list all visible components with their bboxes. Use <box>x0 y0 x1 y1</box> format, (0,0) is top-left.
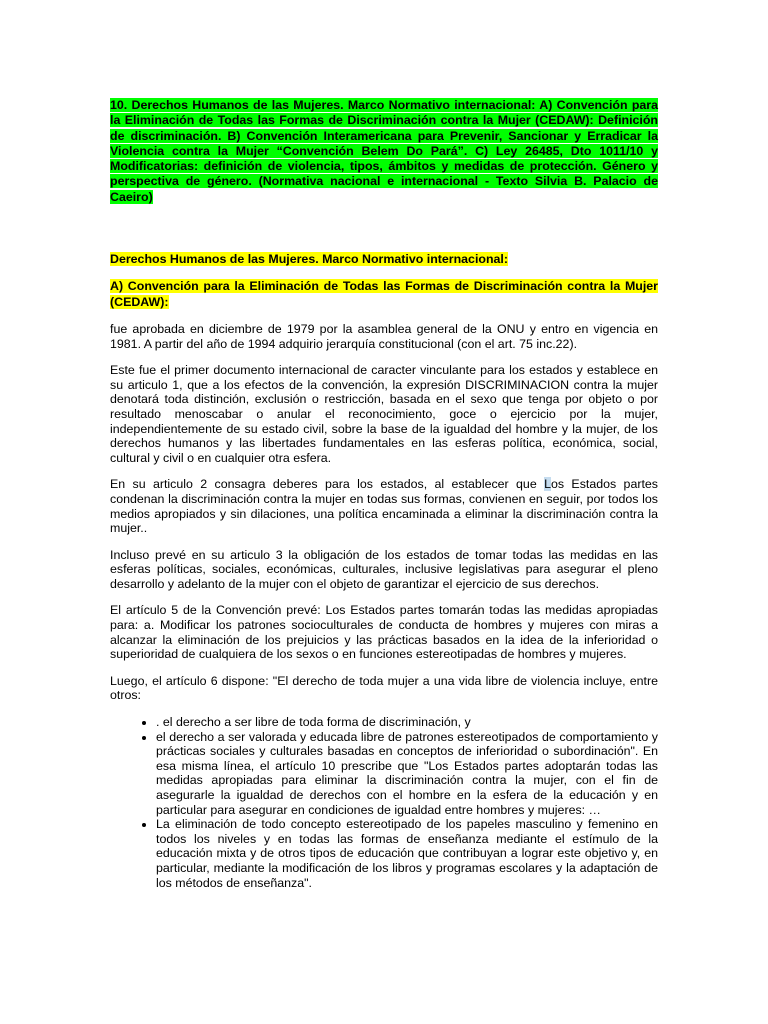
subsection-heading-highlight: A) Convención para la Eliminación de Todas las Formas de Discriminación contra la Mujer (CEDAW): <box>110 279 658 309</box>
spacer <box>110 267 658 279</box>
paragraph-article-1: Este fue el primer documento internacional de caracter vinculante para los estados y establece en su articulo 1, que a los efectos de la convención, la expresión DISCRIMINACION contra la mujer denotará toda distinción, exclusión o restricción, basada en el sexo que tenga por objeto o por resultado menoscabar o anular el reconocimiento, goce o ejercicio por la mujer, independientemente de su estado civil, sobre la base de la igualdad del hombre y la mujer, de los derechos humanos y las libertades fundamentales en las esferas política, económica, social, cultural y civil o en cualquier otra esfera. <box>110 363 658 465</box>
paragraph-article-2-start: En su articulo 2 consagra deberes para los estados, al establecer que <box>110 477 545 492</box>
title-highlight: 10. Derechos Humanos de las Mujeres. Marco Normativo internacional: A) Convención para la Eliminación de Todas las Formas de Discriminación contra la Mujer (CEDAW): Definición de discriminación. B) Convención Interamericana para Prevenir, Sancionar y Erradicar la Violencia contra la Mujer “Convención Belem Do Pará”. C) Ley 26485, Dto 1011/10 y Modificatorias: definición de violencia, tipos, ámbitos y medidas de protección. Género y perspectiva de género. (Normativa nacional e internacional - Texto Silvia B. Palacio de Caeiro) <box>110 98 658 204</box>
list-item: • el derecho a ser valorada y educada libre de patrones estereotipados de comportamiento y prácticas sociales y culturales basadas en conceptos de inferioridad o subordinación". En esa misma línea, el artículo 10 prescribe que "Los Estados partes adoptarán todas las medidas apropiadas para eliminar la discriminación contra la mujer, con el fin de asegurarle la igualdad de derechos con el hombre en la esfera de la educación y en particular para asegurar en condiciones de igualdad entre hombres y mujeres: … <box>156 730 658 818</box>
spacer <box>110 351 658 363</box>
paragraph-article-6: Luego, el artículo 6 dispone: "El derecho de toda mujer a una vida libre de violencia incluye, entre otros: <box>110 673 658 703</box>
section-heading-highlight: Derechos Humanos de las Mujeres. Marco Normativo internacional: <box>110 252 508 267</box>
paragraph-cedaw-approval: fue aprobada en diciembre de 1979 por la asamblea general de la ONU y entro en vigencia en 1981. A partir del año de 1994 adquirio jerarquía constitucional (con el art. 75 inc.22). <box>110 321 658 351</box>
list-item: • La eliminación de todo concepto estereotipado de los papeles masculino y femenino en todos los niveles y en todas las formas de enseñanza mediante el estímulo de la educación mixta y de otros tipos de educación que contribuyan a lograr este objetivo y, en particular, mediante la modificación de los libros y programas escolares y la adaptación de los métodos de enseñanza". <box>156 817 658 890</box>
document-title <box>110 98 658 205</box>
spacer <box>110 536 658 548</box>
spacer <box>110 465 658 477</box>
paragraph-article-5: El artículo 5 de la Convención prevé: Los Estados partes tomarán todas las medidas apropiadas para: a. Modificar los patrones socioculturales de conducta de hombres y mujeres con miras a alcanzar la eliminación de los prejuicios y las prácticas basados en la idea de la inferioridad o superioridad de cualquiera de los sexos o en funciones estereotipadas de hombres y mujeres. <box>110 603 658 662</box>
spacer <box>110 205 658 252</box>
spacer <box>110 310 658 322</box>
spacer <box>110 591 658 603</box>
spacer <box>110 662 658 674</box>
text-cursor-selection[interactable]: L <box>544 477 551 492</box>
paragraph-article-3: Incluso prevé en su articulo 3 la obligación de los estados de tomar todas las medidas en las esferas políticas, sociales, económicas, culturales, inclusive legislativas para asegurar el pleno desarrollo y adelanto de la mujer con el objeto de garantizar el ejercicio de sus derechos. <box>110 547 658 591</box>
subsection-heading <box>110 279 658 310</box>
section-heading <box>110 252 658 267</box>
paragraph-article-2-end: os Estados partes condenan la discriminación contra la mujer en todas sus formas, convienen en seguir, por todos los medios apropiados y sin dilaciones, una política encaminada a eliminar la discriminación contra la mujer.. <box>110 477 658 536</box>
list-item: • . el derecho a ser libre de toda forma de discriminación, y <box>156 715 658 730</box>
bullet-list <box>110 715 658 890</box>
paragraph-article-2[interactable] <box>110 477 658 535</box>
